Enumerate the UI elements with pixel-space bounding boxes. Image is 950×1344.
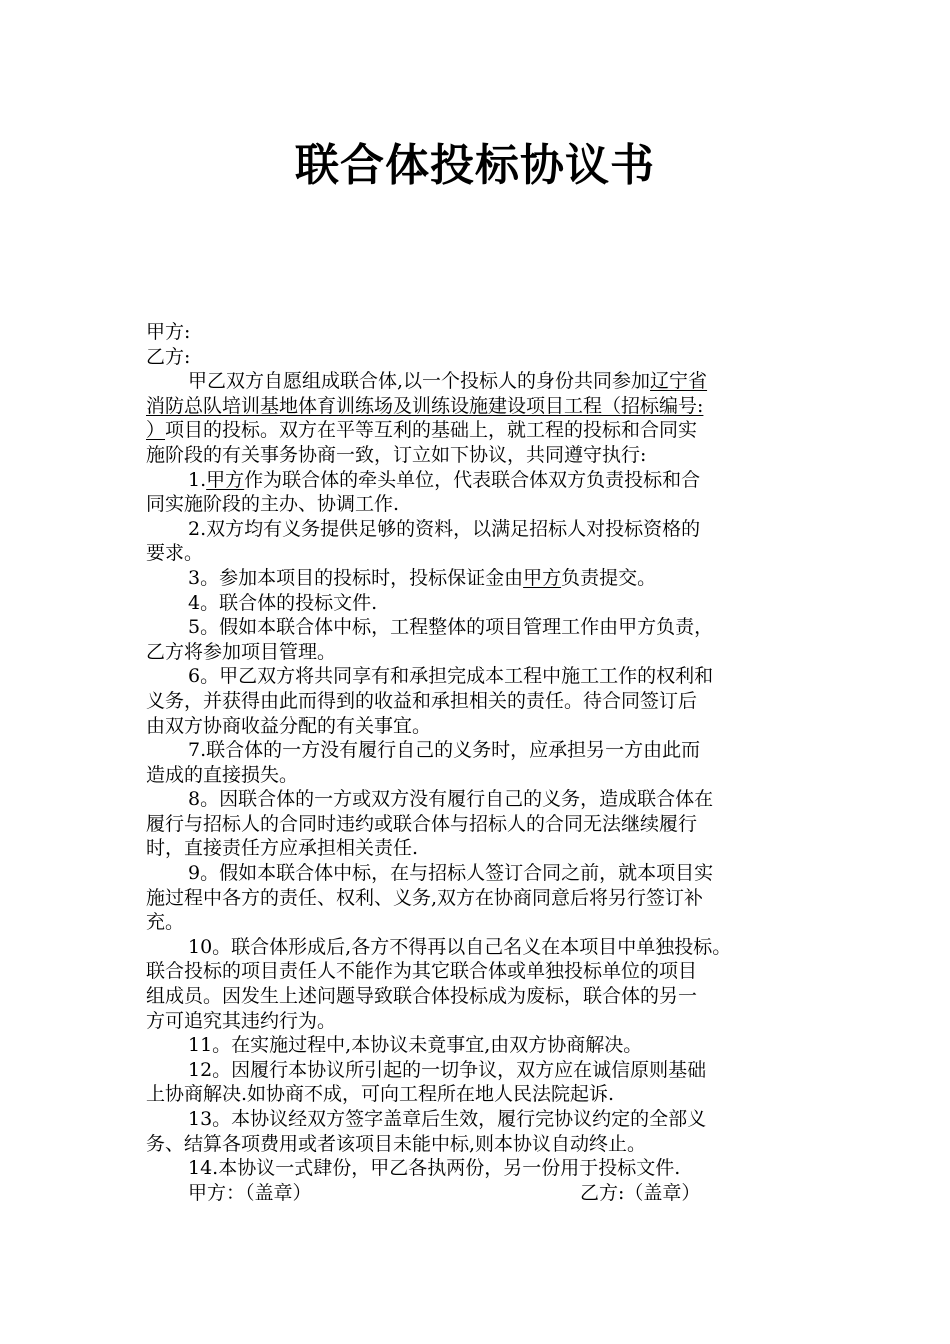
agreement-body <box>146 320 818 1205</box>
party-a-signature: 甲方：（盖章） <box>188 1181 312 1204</box>
clause-5-line-1 <box>146 615 818 640</box>
clause-6-line-2 <box>146 689 818 714</box>
clause-1-line-1 <box>146 468 818 493</box>
clause-1-line-2 <box>146 492 818 517</box>
clause-text: 6。甲乙双方将共同享有和承担完成本工程中施工工作的权利和 <box>188 665 714 688</box>
intro-line-1 <box>146 369 818 394</box>
clause-13-line-2 <box>146 1132 818 1157</box>
intro-text: 项目的投标。双方在平等互利的基础上，就工程的投标和合同实 <box>165 419 698 442</box>
clause-text: 义务，并获得由此而得到的收益和承担相关的责任。待合同签订后 <box>146 689 698 712</box>
intro-line-4 <box>146 443 818 468</box>
clause-2-line-2 <box>146 541 818 566</box>
clause-text: 方可追究其违约行为。 <box>146 1009 337 1032</box>
clause-text: 务、结算各项费用或者该项目未能中标,则本协议自动终止。 <box>146 1132 647 1155</box>
bond-party-underlined: 甲方 <box>523 566 562 589</box>
clause-text: 4。联合体的投标文件. <box>188 591 378 614</box>
intro-line-3 <box>146 418 818 443</box>
party-a-line <box>146 320 818 345</box>
clause-text: 充。 <box>146 911 185 934</box>
clause-text: 乙方将参加项目管理。 <box>146 640 337 663</box>
clause-6-line-3 <box>146 714 818 739</box>
clause-text: 要求。 <box>146 542 204 565</box>
party-b-label: 乙方: <box>146 345 191 368</box>
clause-text: 时，直接责任方应承担相关责任. <box>146 837 419 860</box>
clause-text: 上协商解决.如协商不成，可向工程所在地人民法院起诉. <box>146 1083 615 1106</box>
clause-text: 联合投标的项目责任人不能作为其它联合体或单独投标单位的项目 <box>146 960 698 983</box>
clause-text: 组成员。因发生上述问题导致联合体投标成为废标，联合体的另一 <box>146 985 698 1008</box>
clause-6-line-1 <box>146 664 818 689</box>
clause-text: 9。假如本联合体中标，在与招标人签订合同之前，就本项目实 <box>188 862 714 885</box>
clause-text: 由双方协商收益分配的有关事宜。 <box>146 714 432 737</box>
clause-text: 履行与招标人的合同时违约或联合体与招标人的合同无法继续履行 <box>146 812 698 835</box>
clause-10-line-1 <box>146 935 818 960</box>
clause-9-line-3 <box>146 910 818 935</box>
clause-text: 10。联合体形成后,各方不得再以自己名义在本项目中单独投标。 <box>188 935 732 958</box>
clause-text: 2.双方均有义务提供足够的资料，以满足招标人对投标资格的 <box>188 517 701 540</box>
intro-text: 施阶段的有关事务协商一致，订立如下协议，共同遵守执行: <box>146 443 647 466</box>
party-b-signature: 乙方:（盖章） <box>580 1181 701 1204</box>
clause-text: 8。因联合体的一方或双方没有履行自己的义务，造成联合体在 <box>188 788 714 811</box>
clause-text: 14.本协议一式肆份，甲乙各执两份，另一份用于投标文件. <box>188 1157 681 1180</box>
party-a-label: 甲方: <box>146 321 191 343</box>
tender-number-close: ） <box>146 419 166 442</box>
intro-text: 甲乙双方自愿组成联合体,以一个投标人的身份共同参加 <box>188 370 651 393</box>
clause-10-line-3 <box>146 984 818 1009</box>
intro-line-2 <box>146 394 818 419</box>
clause-text: 同实施阶段的主办、协调工作. <box>146 493 400 516</box>
clause-5-line-2 <box>146 640 818 665</box>
clause-9-line-1 <box>146 861 818 886</box>
clause-12-line-1 <box>146 1058 818 1083</box>
clause-text: 11。在实施过程中,本协议未竟事宜,由双方协商解决。 <box>188 1034 643 1057</box>
clause-8-line-3 <box>146 836 818 861</box>
clause-8-line-1 <box>146 787 818 812</box>
clause-7-line-2 <box>146 763 818 788</box>
clause-14-line-1 <box>146 1156 818 1181</box>
clause-11-line-1 <box>146 1033 818 1058</box>
clause-text: 7.联合体的一方没有履行自己的义务时，应承担另一方由此而 <box>188 739 701 762</box>
clause-number: 1. <box>188 468 207 491</box>
clause-text: 造成的直接损失。 <box>146 763 299 786</box>
clause-9-line-2 <box>146 886 818 911</box>
clause-4-line-1 <box>146 591 818 616</box>
lead-party-underlined: 甲方 <box>206 468 245 491</box>
clause-text: 13。本协议经双方签字盖章后生效，履行完协议约定的全部义 <box>188 1108 707 1130</box>
clause-text: 5。假如本联合体中标，工程整体的项目管理工作由甲方负责， <box>188 616 714 639</box>
project-name-underlined: 辽宁省 <box>650 370 708 393</box>
clause-8-line-2 <box>146 812 818 837</box>
clause-13-line-1 <box>146 1107 818 1132</box>
clause-text: 施过程中各方的责任、权利、义务,双方在协商同意后将另行签订补 <box>146 886 704 909</box>
clause-text: 3。参加本项目的投标时，投标保证金由 <box>188 566 524 589</box>
clause-text: 负责提交。 <box>561 566 657 589</box>
clause-7-line-1 <box>146 738 818 763</box>
clause-3-line-1 <box>146 566 818 591</box>
document-title: 联合体投标协议书 <box>295 140 655 191</box>
clause-12-line-2 <box>146 1082 818 1107</box>
clause-10-line-2 <box>146 959 818 984</box>
clause-2-line-1 <box>146 517 818 542</box>
clause-text: 12。因履行本协议所引起的一切争议，双方应在诚信原则基础 <box>188 1058 707 1081</box>
clause-10-line-4 <box>146 1009 818 1034</box>
signature-row <box>146 1181 818 1206</box>
clause-text: 作为联合体的牵头单位，代表联合体双方负责投标和合 <box>244 468 701 491</box>
project-name-underlined: 消防总队培训基地体育训练场及训练设施建设项目工程（招标编号: <box>146 394 704 417</box>
party-b-line <box>146 345 818 370</box>
